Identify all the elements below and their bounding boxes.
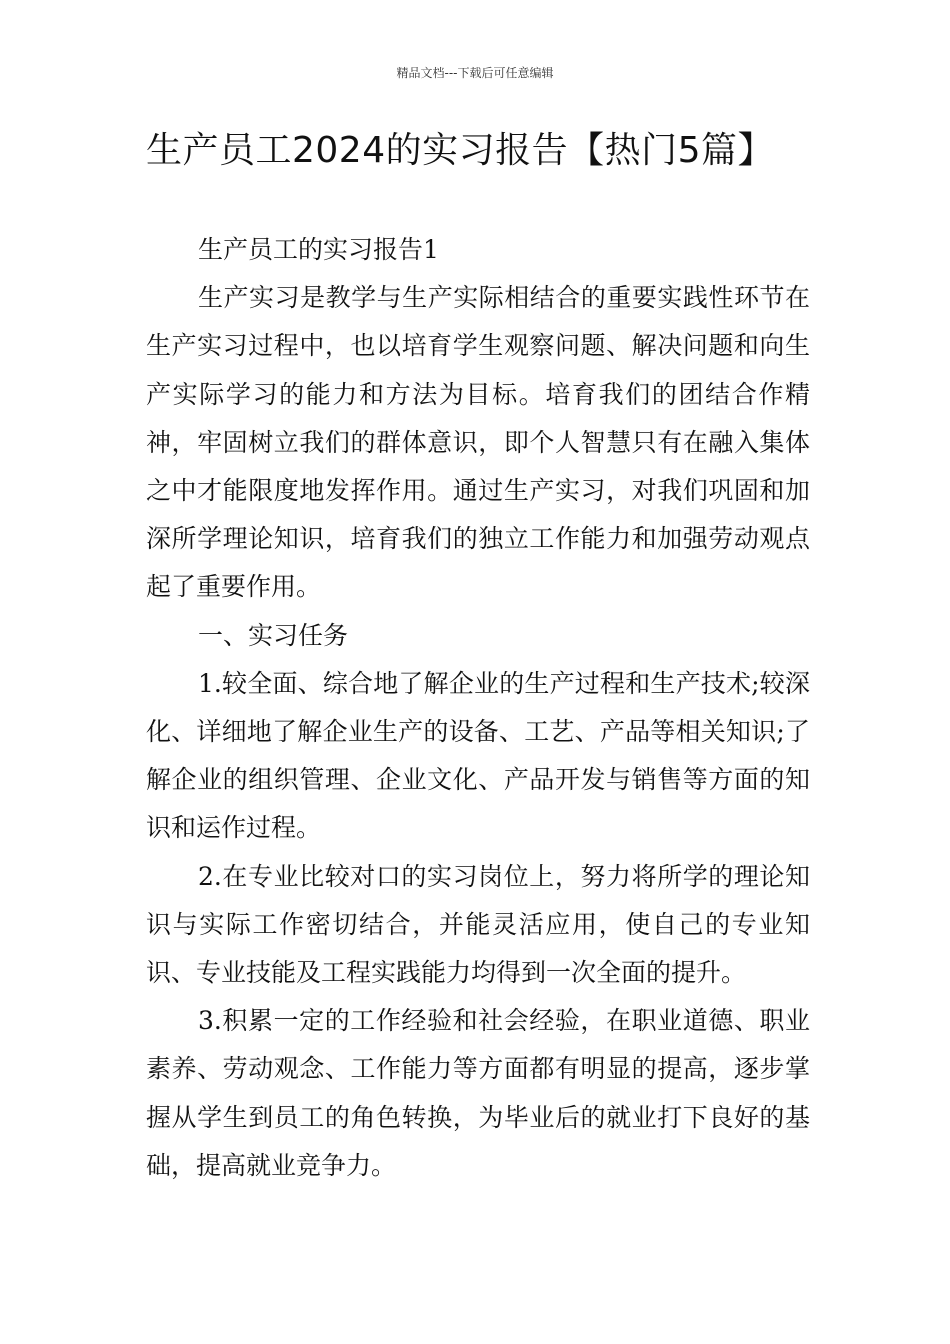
- intro-paragraph: 生产实习是教学与生产实际相结合的重要实践性环节在生产实习过程中，也以培育学生观察问题、解决问题和向生产实际学习的能力和方法为目标。培育我们的团结合作精神，牢固树立我们的群体意识，即个人智慧只有在融入集体之中才能限度地发挥作用。通过生产实习，对我们巩固和加深所学理论知识，培育我们的独立工作能力和加强劳动观点起了重要作用。: [146, 283, 810, 602]
- section-heading-tasks: 一、实习任务: [198, 620, 349, 650]
- header-note: 精品文档---下载后可任意编辑: [396, 66, 554, 80]
- document-body: [146, 226, 810, 1190]
- task-item-3: 3.积累一定的工作经验和社会经验，在职业道德、职业素养、劳动观念、工作能力等方面都有明显的提高，逐步掌握从学生到员工的角色转换，为毕业后的就业打下良好的基础，提高就业竞争力。: [146, 1006, 810, 1180]
- task-item-2: 2.在专业比较对口的实习岗位上，努力将所学的理论知识与实际工作密切结合，并能灵活应用，使自己的专业知识、专业技能及工程实践能力均得到一次全面的提升。: [146, 861, 810, 988]
- document-title: 生产员工2024的实习报告【热门5篇】: [146, 130, 775, 171]
- task-item-1: 1.较全面、综合地了解企业的生产过程和生产技术;较深化、详细地了解企业生产的设备、工艺、产品等相关知识;了解企业的组织管理、企业文化、产品开发与销售等方面的知识和运作过程。: [146, 668, 810, 843]
- section-heading-report-1: 生产员工的实习报告1: [198, 235, 439, 264]
